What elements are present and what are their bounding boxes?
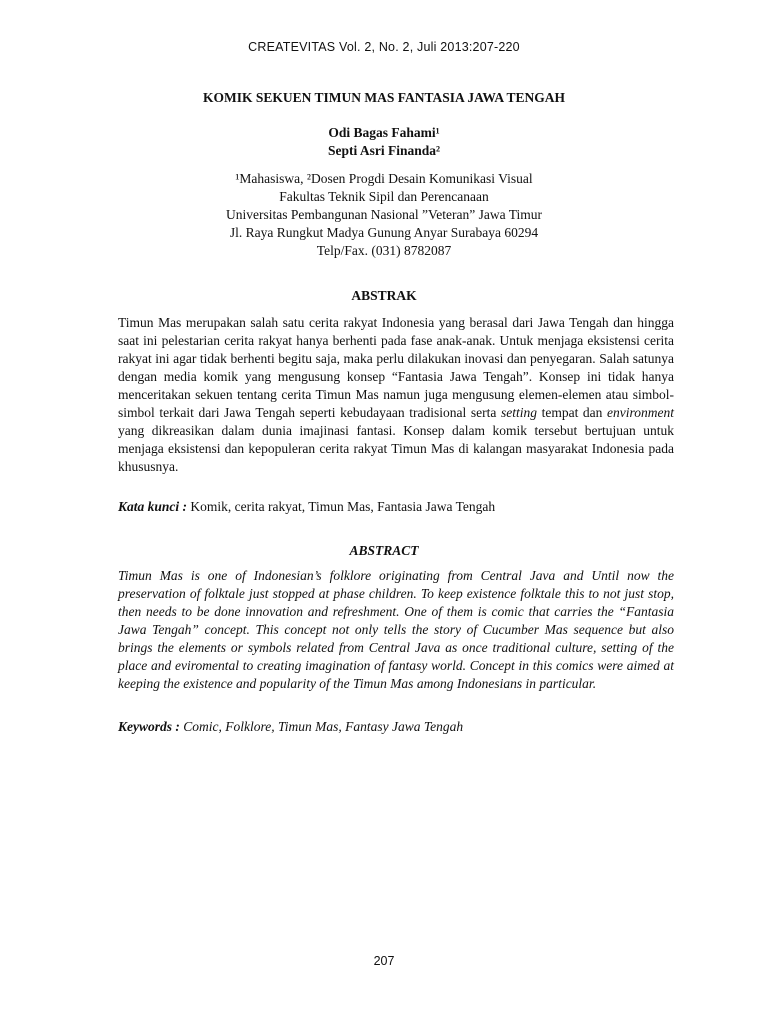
keywords-label: Keywords :	[118, 719, 180, 734]
author-name: Septi Asri Finanda²	[327, 143, 441, 158]
kata-kunci-label: Kata kunci :	[118, 499, 188, 514]
author-name: Odi Bagas Fahami¹	[328, 125, 440, 140]
paper-title: KOMIK SEKUEN TIMUN MAS FANTASIA JAWA TENGAH	[202, 90, 566, 105]
abstrak-heading: ABSTRAK	[351, 288, 417, 303]
abstrak-text: yang dikreasikan dalam dunia imajinasi fantasi. Konsep dalam komik tersebut bertujuan untuk menjaga eksistensi dan kepopuleran cerita rakyat Timun Mas di kalangan masyarakat Indonesia pada khususnya.	[118, 423, 674, 474]
abstrak-emphasis: environment	[607, 405, 675, 420]
abstrak-text: tempat dan	[541, 405, 603, 420]
abstrak-paragraph	[118, 314, 674, 476]
author-list	[0, 124, 768, 160]
abstract-heading: ABSTRACT	[349, 543, 419, 558]
kata-kunci-text: Komik, cerita rakyat, Timun Mas, Fantasia Jawa Tengah	[190, 499, 496, 514]
affiliation-line: Telp/Fax. (031) 8782087	[316, 243, 452, 258]
keywords-text: Comic, Folklore, Timun Mas, Fantasy Jawa Tengah	[183, 719, 464, 734]
keywords-line	[118, 718, 674, 736]
affiliation-line: Fakultas Teknik Sipil dan Perencanaan	[279, 189, 489, 204]
affiliation-line: Universitas Pembangunan Nasional ”Veteran” Jawa Timur	[225, 207, 543, 222]
page-number: 207	[373, 954, 395, 968]
abstract-paragraph: Timun Mas is one of Indonesian’s folklore originating from Central Java and Until now the preservation of folktale just stopped at phase children. To keep existence folktale this to not just stop, then needs to be done innovation and refreshment. One of them is comic that carries the “Fantasia Jawa Tengah” concept. This concept not only tells the story of Cucumber Mas sequence but also brings the elements or symbols related from Central Java as once traditional culture, setting of the place and eviromental to creating imagination of fantasy world. Concept in this comics were aimed at keeping the existence and popularity of the Timun Mas among Indonesians in particular.	[118, 568, 674, 691]
affiliation-block	[0, 170, 768, 260]
affiliation-line: Jl. Raya Rungkut Madya Gunung Anyar Surabaya 60294	[229, 225, 539, 240]
abstrak-emphasis: setting	[500, 405, 537, 420]
kata-kunci-line	[118, 498, 674, 516]
abstrak-text: Timun Mas merupakan salah satu cerita rakyat Indonesia yang berasal dari Jawa Tengah dan hingga saat ini pelestarian cerita rakyat hanya berhenti pada fase anak-anak. Untuk menjaga eksistensi cerita rakyat ini agar tidak berhenti begitu saja, maka perlu dilakukan inovasi dan penyegaran. Salah satunya dengan media komik yang mengusung konsep “Fantasia Jawa Tengah”. Konsep ini tidak hanya menceritakan sekuen tentang cerita Timun Mas namun juga mengusung elemen-elemen atau simbol-simbol terkait dari Jawa Tengah seperti kebudayaan tradisional serta	[118, 315, 674, 420]
affiliation-line: ¹Mahasiswa, ²Dosen Progdi Desain Komunikasi Visual	[235, 171, 533, 186]
running-head: CREATEVITAS Vol. 2, No. 2, Juli 2013:207-220	[248, 40, 520, 54]
